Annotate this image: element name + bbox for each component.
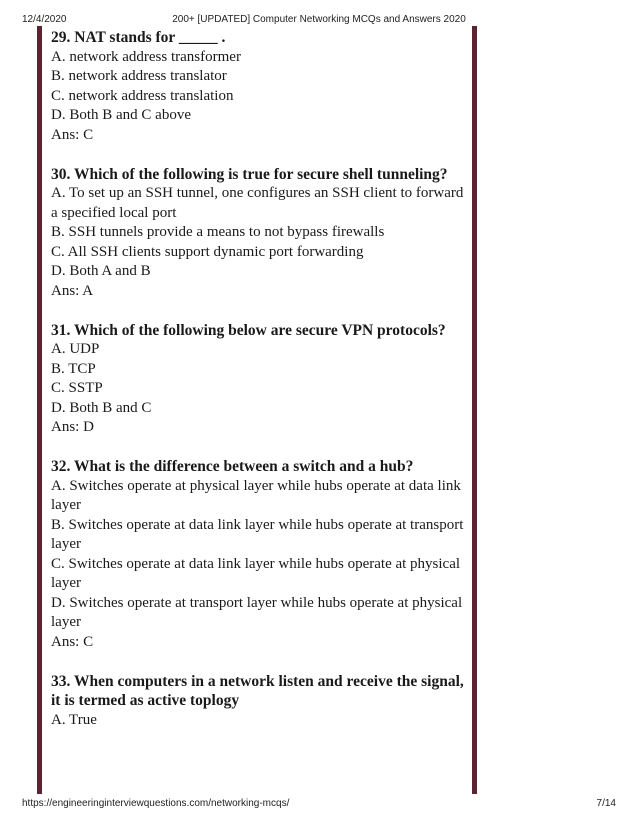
option-b: B. SSH tunnels provide a means to not bypass firewalls	[51, 224, 385, 240]
option-a: A. To set up an SSH tunnel, one configures an SSH client to forward a specified local port	[51, 185, 464, 221]
answer: Ans: C	[51, 633, 94, 650]
option-b: B. Switches operate at data link layer while hubs operate at transport layer	[51, 516, 464, 552]
option-a: A. True	[51, 711, 97, 728]
option-c: C. SSTP	[51, 380, 103, 396]
question-title: 30. Which of the following is true for secure shell tunneling?	[51, 165, 448, 183]
mcq-content	[51, 28, 466, 750]
option-b: B. network address translator	[51, 68, 227, 84]
answer: Ans: D	[51, 419, 94, 435]
left-border-bar	[37, 26, 42, 794]
option-a: A. UDP	[51, 341, 100, 357]
option-d: D. Both B and C above	[51, 107, 191, 123]
page-number: 7/14	[596, 798, 616, 809]
question-title: 31. Which of the following below are secure VPN protocols?	[51, 321, 446, 339]
option-d: D. Both A and B	[51, 263, 151, 279]
option-b: B. TCP	[51, 360, 96, 377]
question-29	[51, 28, 466, 145]
answer: Ans: C	[51, 126, 94, 143]
print-date: 12/4/2020	[22, 14, 67, 25]
question-32	[51, 457, 466, 652]
question-title: 32. What is the difference between a switch and a hub?	[51, 458, 414, 475]
option-a: A. network address transformer	[51, 48, 241, 65]
page-url: https://engineeringinterviewquestions.com/networking-mcqs/	[22, 798, 290, 809]
option-c: C. Switches operate at data link layer while hubs operate at physical layer	[51, 555, 461, 591]
answer: Ans: A	[51, 282, 94, 299]
option-c: C. network address translation	[51, 87, 234, 104]
right-border-bar	[472, 26, 477, 794]
question-33	[51, 672, 466, 731]
option-d: D. Switches operate at transport layer while hubs operate at physical layer	[51, 594, 463, 630]
question-30	[51, 165, 466, 302]
option-c: C. All SSH clients support dynamic port forwarding	[51, 243, 364, 260]
print-title: 200+ [UPDATED] Computer Networking MCQs and Answers 2020	[172, 14, 466, 25]
question-title: 33. When computers in a network listen and receive the signal, it is termed as active toplogy	[51, 672, 464, 709]
print-footer	[22, 798, 616, 810]
option-a: A. Switches operate at physical layer while hubs operate at data link layer	[51, 477, 461, 513]
question-title: 29. NAT stands for _____ .	[51, 29, 226, 46]
option-d: D. Both B and C	[51, 399, 152, 416]
question-31	[51, 321, 466, 438]
print-header	[22, 14, 616, 26]
